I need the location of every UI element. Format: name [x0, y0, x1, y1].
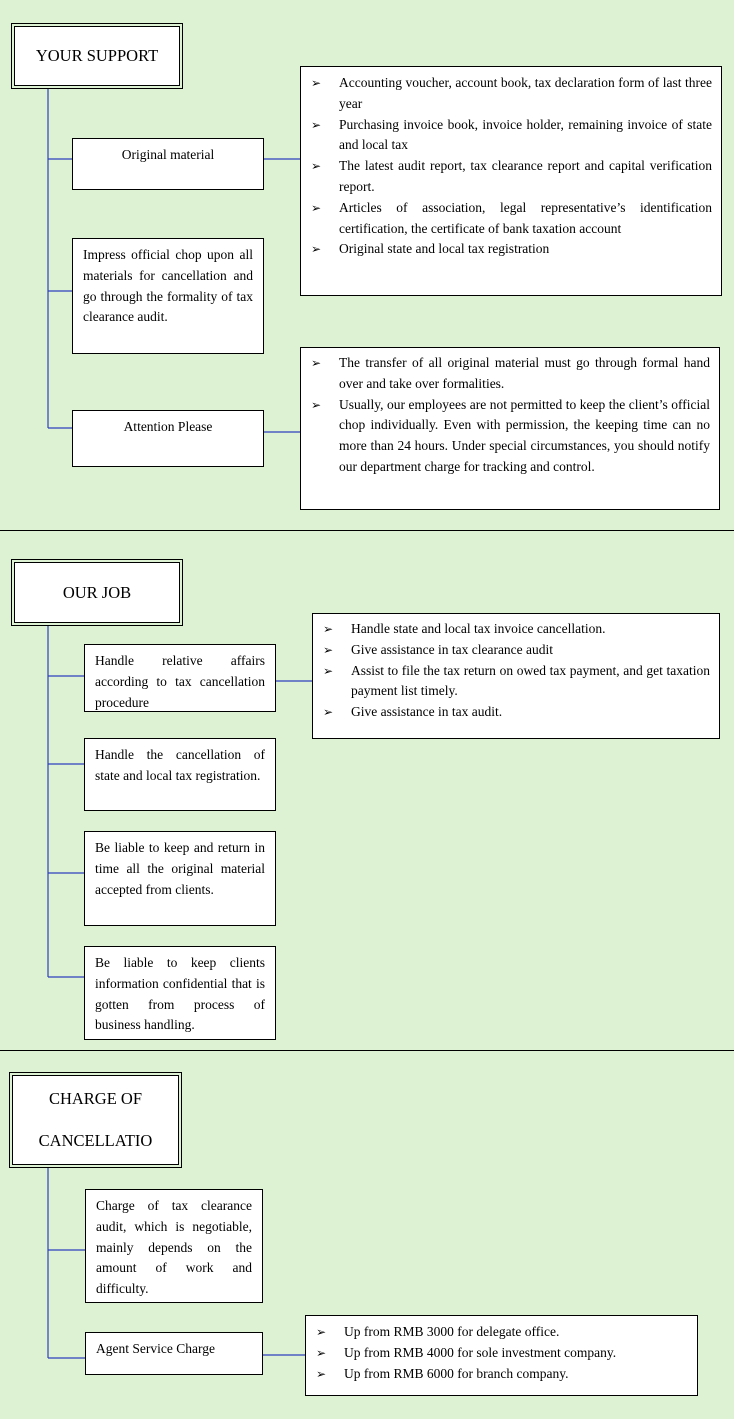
- arrow-bullet-icon: ➢: [323, 705, 334, 720]
- your-support-title-text: YOUR SUPPORT: [35, 46, 159, 65]
- audit-charge-box: [85, 1189, 263, 1303]
- agent-charge-list: [305, 1315, 698, 1396]
- handle-cancellation-box: [84, 738, 276, 811]
- agent-charge-box: [85, 1332, 263, 1375]
- list-item-text: Up from RMB 3000 for delegate office.: [344, 1324, 560, 1339]
- keep-confidential-box: [84, 946, 276, 1040]
- arrow-bullet-icon: ➢: [311, 117, 322, 132]
- charge-title-line1: CHARGE OF: [48, 1089, 143, 1108]
- list-item-text: Up from RMB 4000 for sole investment company.: [344, 1344, 617, 1360]
- section-divider: [0, 1050, 734, 1051]
- arrow-bullet-icon: ➢: [316, 1366, 327, 1381]
- list-item: [323, 619, 710, 640]
- arrow-bullet-icon: ➢: [311, 76, 322, 90]
- list-item-text: Usually, our employees are not permitted to keep the client’s official chop individually. Even with permission, the keeping time can no more than 24 hours. Under special circumstances, you should notify our department charge for tracking and control.: [339, 396, 710, 474]
- arrow-bullet-icon: ➢: [311, 397, 322, 412]
- list-item: [311, 156, 712, 198]
- list-item-text: Up from RMB 6000 for branch company.: [344, 1365, 569, 1381]
- list-item: [311, 73, 712, 115]
- list-item: [323, 640, 710, 661]
- arrow-bullet-icon: ➢: [311, 356, 322, 370]
- original-material-box: [72, 138, 264, 190]
- arrow-bullet-icon: ➢: [323, 622, 334, 636]
- keep-return-box: [84, 831, 276, 926]
- list-item: [311, 198, 712, 240]
- impress-chop-text: Impress official chop upon all materials for cancellation and go through the formality of tax clearance audit.: [83, 247, 253, 325]
- list-item-text: Give assistance in tax clearance audit: [351, 641, 554, 657]
- our-job-title-text: OUR JOB: [62, 582, 132, 602]
- handle-affairs-list: [312, 613, 720, 739]
- arrow-bullet-icon: ➢: [311, 242, 322, 257]
- keep-return-text: Be liable to keep and return in time all the original material accepted from clients.: [95, 840, 265, 897]
- arrow-bullet-icon: ➢: [316, 1325, 327, 1339]
- list-item: [311, 115, 712, 157]
- arrow-bullet-icon: ➢: [311, 200, 322, 215]
- list-item-text: The transfer of all original material must go through formal hand over and take over formalities.: [339, 355, 710, 391]
- list-item-text: Original state and local tax registration: [339, 241, 550, 257]
- charge-title: [12, 1075, 179, 1165]
- list-item: [311, 239, 712, 260]
- list-item-text: Handle state and local tax invoice cancellation.: [351, 621, 606, 636]
- list-item: [316, 1364, 688, 1385]
- list-item-text: Accounting voucher, account book, tax declaration form of last three year: [339, 75, 712, 111]
- list-item: [311, 353, 710, 395]
- handle-affairs-text: Handle relative affairs according to tax cancellation procedure: [95, 653, 265, 710]
- arrow-bullet-icon: ➢: [323, 663, 334, 678]
- charge-title-line2: CANCELLATIO: [38, 1131, 153, 1150]
- audit-charge-text: Charge of tax clearance audit, which is negotiable, mainly depends on the amount of work and difficulty.: [96, 1198, 252, 1297]
- list-item-text: Assist to file the tax return on owed tax payment, and get taxation payment list timely.: [351, 662, 710, 699]
- keep-confidential-text: Be liable to keep clients information confidential that is gotten from process of business handling.: [95, 955, 265, 1033]
- original-material-label: Original material: [121, 147, 215, 162]
- your-support-title: [14, 26, 180, 86]
- list-item: [323, 702, 710, 723]
- list-item-text: The latest audit report, tax clearance report and capital verification report.: [339, 158, 712, 194]
- original-material-list: [300, 66, 722, 296]
- attention-please-box: [72, 410, 264, 467]
- list-item: [311, 395, 710, 478]
- list-item-text: Purchasing invoice book, invoice holder, remaining invoice of state and local tax: [339, 116, 712, 153]
- arrow-bullet-icon: ➢: [316, 1345, 327, 1360]
- handle-cancellation-text: Handle the cancellation of state and local tax registration.: [95, 747, 265, 783]
- list-item: [323, 661, 710, 703]
- arrow-bullet-icon: ➢: [323, 642, 334, 657]
- list-item: [316, 1343, 688, 1364]
- list-item-text: Articles of association, legal representative’s identification certification, the certificate of bank taxation account: [339, 199, 712, 236]
- impress-chop-box: [72, 238, 264, 354]
- list-item: [316, 1322, 688, 1343]
- handle-affairs-box: [84, 644, 276, 712]
- arrow-bullet-icon: ➢: [311, 159, 322, 174]
- list-item-text: Give assistance in tax audit.: [351, 704, 503, 720]
- attention-please-label: Attention Please: [123, 419, 213, 434]
- our-job-title: [14, 562, 180, 623]
- section-divider: [0, 530, 734, 531]
- attention-list: [300, 347, 720, 510]
- agent-charge-label: Agent Service Charge: [96, 1341, 215, 1356]
